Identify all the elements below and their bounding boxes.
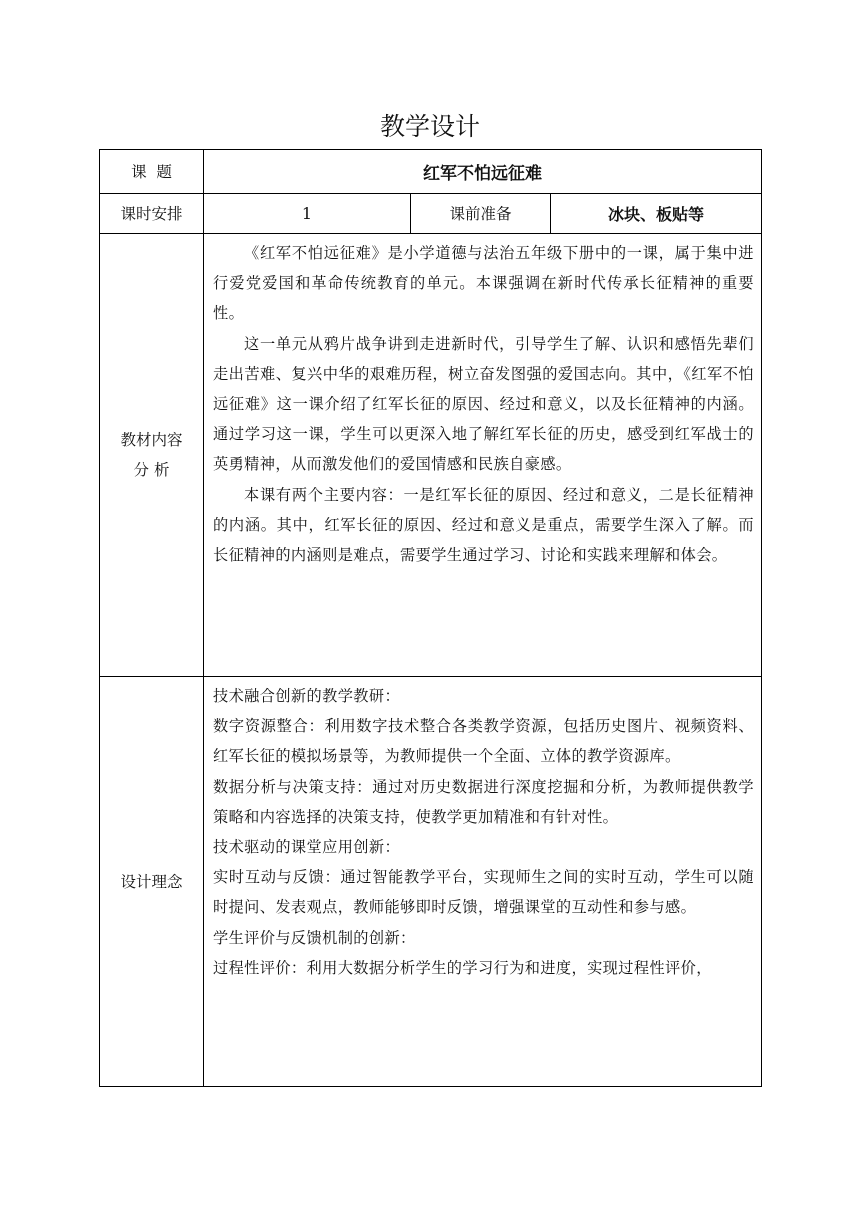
concept-paragraph: 过程性评价：利用大数据分析学生的学习行为和进度，实现过程性评价， (213, 958, 712, 977)
prep-label: 课前准备 (411, 194, 551, 234)
concept-paragraph: 实时互动与反馈：通过智能教学平台，实现师生之间的实时互动，学生可以随时提问、发表观点，教师能够即时反馈，增强课堂的互动性和参与感。 (213, 868, 754, 917)
analysis-label-line2: 分 析 (133, 461, 170, 479)
topic-value: 红军不怕远征难 (204, 150, 762, 194)
analysis-paragraph: 《红军不怕远征难》是小学道德与法治五年级下册中的一课，属于集中进行爱党爱国和革命传统教育的单元。本课强调在新时代传承长征精神的重要性。 (213, 244, 754, 323)
schedule-value: 1 (204, 194, 411, 234)
concept-content (204, 677, 762, 1087)
analysis-paragraph: 本课有两个主要内容：一是红军长征的原因、经过和意义，二是长征精神的内涵。其中，红军长征的原因、经过和意义是重点，需要学生深入了解。而长征精神的内涵则是难点，需要学生通过学习、讨论和实践来理解和体会。 (213, 485, 754, 565)
concept-paragraph: 技术融合创新的教学教研： (213, 687, 401, 705)
schedule-label: 课时安排 (100, 194, 204, 234)
concept-paragraph: 数字资源整合：利用数字技术整合各类教学资源，包括历史图片、视频资料、红军长征的模拟场景等，为教师提供一个全面、立体的教学资源库。 (213, 717, 754, 766)
prep-value: 冰块、板贴等 (551, 194, 762, 234)
schedule-row (100, 194, 762, 234)
concept-row (100, 677, 762, 1087)
concept-paragraph: 技术驱动的课堂应用创新： (213, 838, 401, 857)
analysis-row (100, 234, 762, 677)
page-title: 教学设计 (379, 112, 480, 141)
lesson-design-table (99, 149, 762, 1087)
concept-label: 设计理念 (100, 677, 204, 1087)
topic-row (100, 150, 762, 194)
analysis-paragraph: 这一单元从鸦片战争讲到走进新时代，引导学生了解、认识和感悟先辈们走出苦难、复兴中华的艰难历程，树立奋发图强的爱国志向。其中，《红军不怕远征难》这一课介绍了红军长征的原因、经过和意义，以及长征精神的内涵。通过学习这一课，学生可以更深入地了解红军长征的历史，感受到红军战士的英勇精神，从而激发他们的爱国情感和民族自豪感。 (213, 334, 754, 474)
analysis-content (204, 234, 762, 677)
topic-label: 课 题 (100, 150, 204, 194)
analysis-label (100, 234, 204, 677)
concept-paragraph: 学生评价与反馈机制的创新： (213, 928, 416, 947)
concept-paragraph: 数据分析与决策支持：通过对历史数据进行深度挖掘和分析，为教师提供教学策略和内容选择的决策支持，使教学更加精准和有针对性。 (213, 777, 754, 826)
analysis-label-line1: 教材内容 (120, 431, 183, 449)
